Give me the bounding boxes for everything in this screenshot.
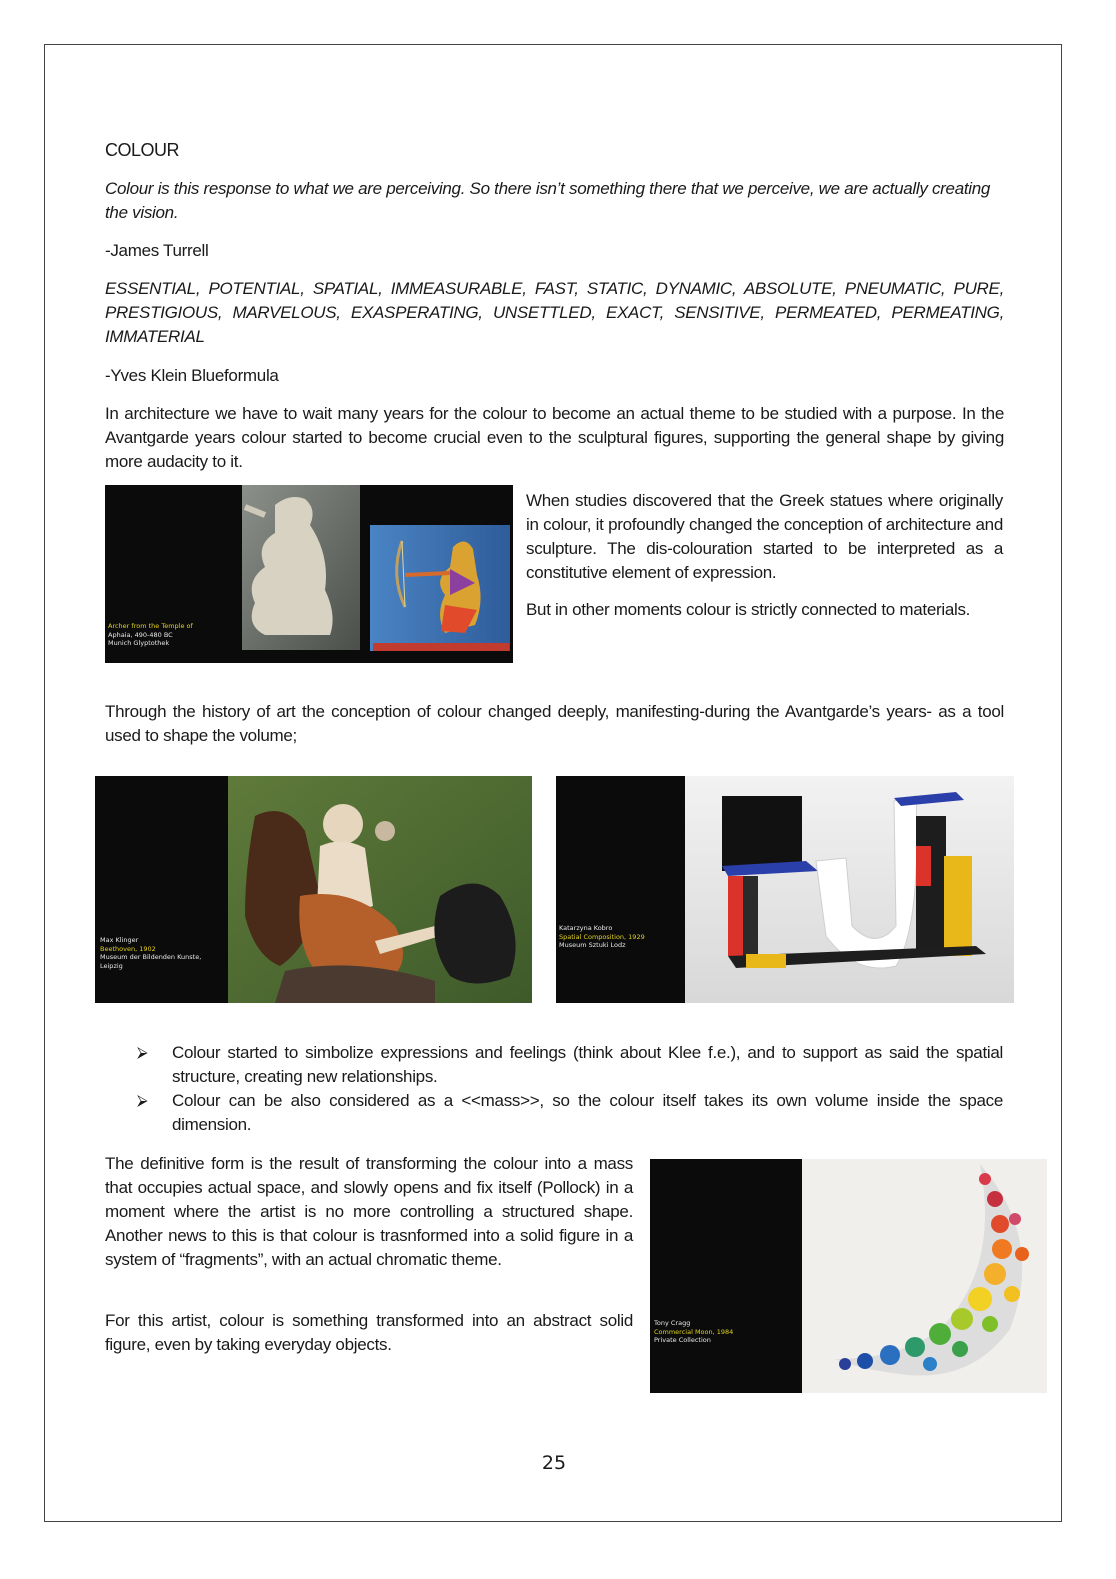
image-greek-archer — [105, 485, 513, 663]
caption-cragg-line2: Commercial Moon, 1984 — [654, 1327, 734, 1336]
caption-klinger-line2: Beethoven, 1902 — [100, 944, 156, 953]
image-klinger-beethoven — [95, 776, 532, 1003]
bullet-item — [137, 1089, 1003, 1137]
paragraph-definitive: The definitive form is the result of transforming the colour into a mass that occupies actual space, and slowly opens and fix itself (Pollock) in a moment where the artist is no more controlling a structured shape. Another news to this is that colour is trasnformed into a solid figure in a system of “fragments”, with an actual chromatic theme. — [105, 1154, 633, 1269]
caption-kobro-line3: Museum Sztuki Lodz — [559, 941, 626, 949]
caption-archer-line1: Archer from the Temple of — [108, 622, 193, 630]
caption-archer — [108, 622, 193, 648]
arrow-bullet-icon: ⮚ — [137, 1092, 148, 1109]
caption-archer-line3: Munich Glyptothek — [108, 639, 170, 647]
section-heading: COLOUR — [105, 140, 180, 160]
quote-turrell: Colour is this response to what we are perceiving. So there isn’t something there that we perceive, we are actually creating the vision. — [105, 179, 991, 222]
caption-cragg-line1: Tony Cragg — [654, 1319, 691, 1327]
commercial-moon-illustration — [650, 1159, 1047, 1393]
paragraph-artist: For this artist, colour is something transformed into an abstract solid figure, even by taking everyday objects. — [105, 1311, 633, 1354]
caption-kobro-line1: Katarzyna Kobro — [559, 924, 613, 932]
quote-klein-author: -Yves Klein Blueformula — [105, 366, 279, 385]
paragraph-history: Through the history of art the conception of colour changed deeply, manifesting-during the Avantgarde’s years- as a tool used to shape the volume; — [105, 702, 1004, 745]
caption-klinger — [100, 936, 201, 970]
bullet-text: Colour can be also considered as a <<mass>>, so the colour itself takes its own volume inside the space dimension. — [172, 1091, 1003, 1134]
bullet-list — [137, 1041, 1003, 1137]
caption-cragg — [654, 1319, 733, 1345]
bullet-text: Colour started to simbolize expressions and feelings (think about Klee f.e.), and to support as said the spatial structure, creating new relationships. — [172, 1043, 1003, 1086]
image-cragg-moon — [650, 1159, 1047, 1393]
paragraph-intro: In architecture we have to wait many years for the colour to become an actual theme to be studied with a purpose. In the Avantgarde years colour started to become crucial even to the sculptural figures, supporting the general shape by giving more audacity to it. — [105, 404, 1004, 471]
image-kobro-spatial — [556, 776, 1014, 1003]
caption-kobro — [559, 924, 645, 950]
caption-klinger-line3: Museum der Bildenden Kunste, — [100, 953, 202, 961]
caption-klinger-line4: Leipzig — [100, 961, 123, 970]
caption-kobro-line2: Spatial Composition, 1929 — [559, 932, 645, 941]
caption-cragg-line3: Private Collection — [654, 1336, 711, 1344]
page-number: 25 — [541, 1452, 567, 1474]
bullet-item — [137, 1041, 1003, 1089]
paragraph-materials: But in other moments colour is strictly connected to materials. — [526, 600, 971, 619]
arrow-bullet-icon: ⮚ — [137, 1044, 148, 1061]
caption-klinger-line1: Max Klinger — [100, 936, 139, 944]
quote-klein: ESSENTIAL, POTENTIAL, SPATIAL, IMMEASURABLE, FAST, STATIC, DYNAMIC, ABSOLUTE, PNEUMATIC, PURE, PRESTIGIOUS, MARVELOUS, EXASPERATING, UNSETTLED, EXACT, SENSITIVE, PERMEATED, PERMEATING, IMMATERIAL — [105, 279, 1004, 346]
paragraph-greek: When studies discovered that the Greek statues where originally in colour, it profoundly changed the conception of architecture and sculpture. The dis-colouration started to be interpreted as a constitutive element of expression. — [526, 491, 1003, 582]
spatial-composition-illustration — [556, 776, 1014, 1003]
caption-archer-line2: Aphaia, 490-480 BC — [108, 630, 173, 639]
quote-turrell-author: -James Turrell — [105, 241, 209, 260]
